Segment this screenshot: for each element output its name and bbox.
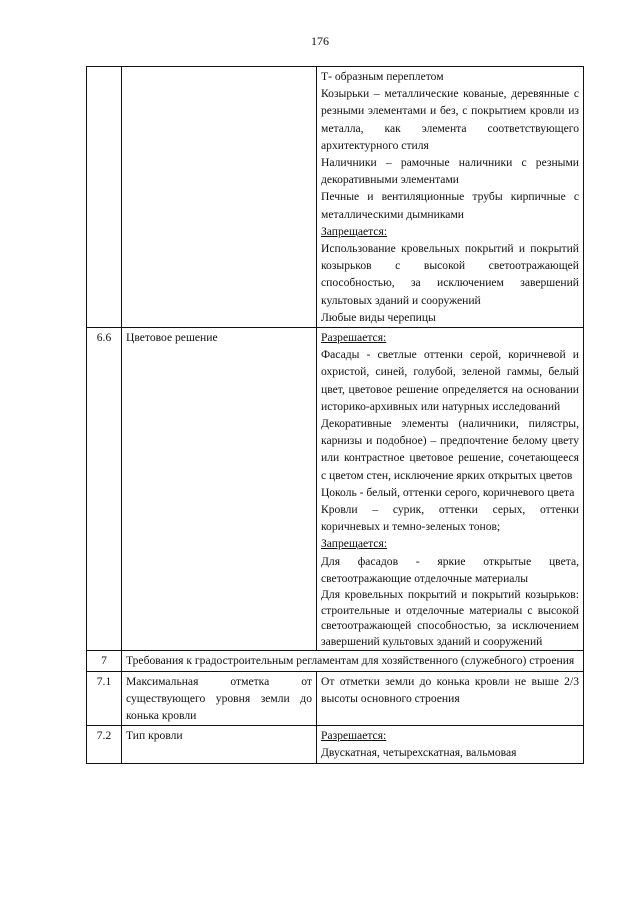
prohibited-heading: Запрещается: [321,537,388,551]
content-line: Печные и вентиляционные трубы кирпичные с металлическими дымниками [321,190,579,221]
content-line: Для фасадов - яркие открытые цвета, светоотражающие отделочные материалы [321,554,579,585]
table-row [87,725,583,762]
table-row [87,327,583,650]
allowed-heading: Разрешается: [321,729,387,743]
content-line: Козырьки – металлические кованые, деревянные с резными элементами и без, с покрытием кровли из металла, как элемента соответствующего архитектурного стиля [321,87,579,152]
content-line: Фасады - светлые оттенки серой, коричневой и охристой, синей, голубой, зеленой гаммы, белый цвет, цветовое решение определяется на основании историко-архивных или натурных исследований [321,348,579,413]
content-line: Цоколь - белый, оттенки серого, коричневого цвета [321,485,575,499]
row-number: 7.1 [87,672,122,726]
row-content [317,328,583,650]
row-number [87,67,122,327]
row-name [122,67,317,327]
row-number: 7 [87,651,122,670]
content-line: Любые виды черепицы [321,310,436,324]
row-number: 6.6 [87,328,122,650]
table-row [87,671,583,726]
content-line: Наличники – рамочные наличники с резными декоративными элементами [321,156,579,187]
prohibited-heading: Запрещается: [321,224,388,238]
content-line: Кровли – сурик, оттенки серых, оттенки коричневых и темно-зеленых тонов; [321,503,579,534]
row-name: Тип кровли [122,726,317,762]
table-row [87,650,583,670]
content-line: Декоративные элементы (наличники, пилястры, карнизы и подобное) – предпочтение белому цвету или контрастное цветовое решение, сочетающееся с цветом стен, исключение ярких открытых цветов [321,417,579,482]
table-row [87,67,583,327]
content-line: Двускатная, четырехскатная, вальмовая [321,746,517,760]
row-name: Цветовое решение [122,328,317,650]
row-name [122,672,317,726]
content-line: Использование кровельных покрытий и покрытий козырьков с высокой светоотражающей способностью, за исключением завершений культовых зданий и сооружений [321,242,579,307]
row-content [317,726,583,762]
page-number: 176 [311,34,329,48]
row-content [317,672,583,726]
content-line: От отметки земли до конька кровли не выше 2/3 высоты основного строения [321,674,579,705]
row-name-text: Максимальная отметка от существующего уровня земли до конька кровли [126,674,312,723]
content-line: Т- образным переплетом [321,70,444,83]
allowed-heading: Разрешается: [321,331,387,345]
regulations-table [86,66,584,764]
section-heading: Требования к градостроительным регламентам для хозяйственного (служебного) строения [126,654,575,668]
content-line: Для кровельных покрытий и покрытий козырьков: строительные и отделочные материалы с высокой светоотражающей способностью, за исключением завершений культовых зданий и сооружений [321,588,579,648]
row-content [317,67,583,327]
row-number: 7.2 [87,726,122,762]
